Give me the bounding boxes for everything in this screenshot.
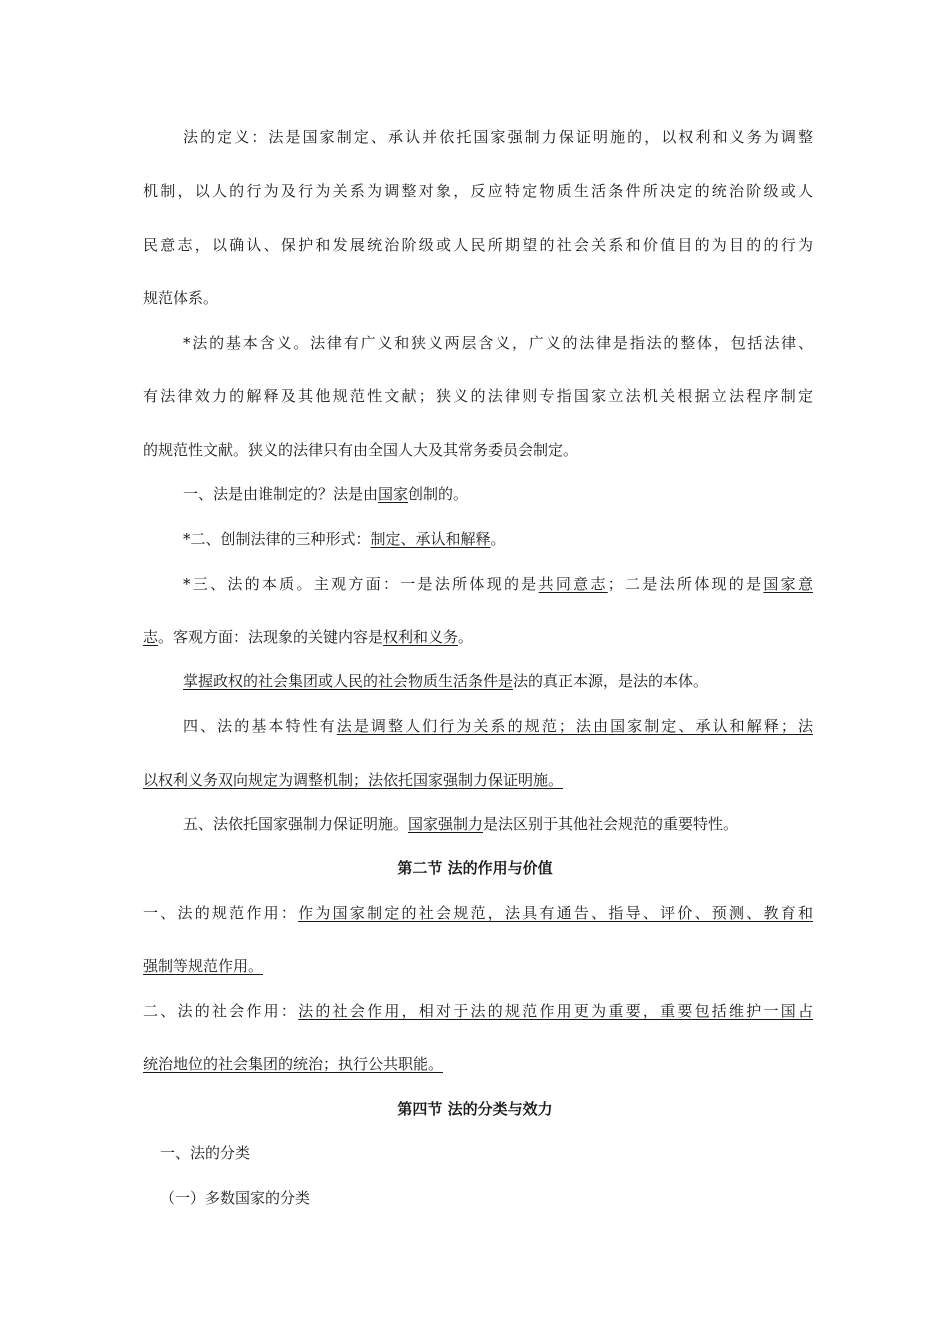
meaning-line-1: *法的基本含义。法律有广义和狭义两层含义，广义的法律是指法的整体，包括法律、 — [183, 334, 813, 352]
answer-underline: 作为国家制定的社会规范，法具有通告、指导、评价、预测、教育和 — [298, 904, 813, 922]
section-heading-2: 第二节 法的作用与价值 — [397, 859, 553, 877]
answer-underline: 统治地位的社会集团的统治；执行公共职能。 — [143, 1055, 444, 1073]
definition-line-4: 规范体系。 — [143, 289, 219, 307]
definition-line-2: 机制，以人的行为及行为关系为调整对象，反应特定物质生活条件所决定的统治阶级或人 — [143, 182, 813, 200]
answer-underline: 志 — [143, 628, 159, 646]
answer-underline: 国家强制力 — [408, 815, 484, 833]
answer-underline: 制定、承认和解释 — [370, 530, 491, 548]
answer-underline: 强制等规范作用。 — [143, 957, 264, 975]
question-4-line-1: 四、法的基本特性有法是调整人们行为关系的规范；法由国家制定、承认和解释；法 — [183, 717, 813, 735]
answer-underline: 掌握政权的社会集团或人民的社会物质生活条件是 — [183, 672, 514, 690]
social-function-line-1: 二、法的社会作用：法的社会作用，相对于法的规范作用更为重要，重要包括维护一国占 — [143, 1002, 813, 1020]
answer-underline: 以权利义务双向规定为调整机制；法依托国家强制力保证明施。 — [143, 771, 564, 789]
answer-underline: 国家意 — [763, 575, 813, 593]
answer-underline: 权利和义务 — [383, 628, 459, 646]
meaning-line-2: 有法律效力的解释及其他规范性文献；狭义的法律则专指国家立法机关根据立法程序制定 — [143, 387, 813, 405]
question-3-line-1: *三、法的本质。主观方面：一是法所体现的是共同意志；二是法所体现的是国家意 — [183, 575, 813, 593]
answer-underline: 共同意志 — [538, 575, 608, 593]
meaning-line-3: 的规范性文献。狭义的法律只有由全国人大及其常务委员会制定。 — [143, 441, 579, 459]
question-3-line-2: 志。客观方面：法现象的关键内容是权利和义务。 — [143, 628, 474, 646]
social-function-line-2 — [143, 1054, 813, 1074]
section-heading-4: 第四节 法的分类与效力 — [397, 1100, 553, 1118]
definition-line-1: 法的定义：法是国家制定、承认并依托国家强制力保证明施的，以权利和义务为调整 — [183, 128, 813, 146]
question-2: *二、创制法律的三种形式：制定、承认和解释。 — [183, 530, 506, 548]
question-1: 一、法是由谁制定的？法是由国家创制的。 — [183, 485, 469, 503]
classification-heading: 一、法的分类 — [160, 1144, 251, 1162]
question-5: 五、法依托国家强制力保证明施。国家强制力是法区别于其他社会规范的重要特性。 — [183, 815, 739, 833]
answer-underline: 法的社会作用，相对于法的规范作用更为重要，重要包括维护一国占 — [298, 1002, 813, 1020]
norm-function-line-1: 一、法的规范作用：作为国家制定的社会规范，法具有通告、指导、评价、预测、教育和 — [143, 904, 813, 922]
answer-underline: 法是调整人们行为关系的规范；法由国家制定、承认和解释；法 — [336, 717, 813, 735]
essence-source-line: 掌握政权的社会集团或人民的社会物质生活条件是法的真正本源，是法的本体。 — [183, 672, 709, 690]
question-4-line-2 — [143, 770, 813, 790]
norm-function-line-2 — [143, 956, 813, 976]
answer-underline: 国家 — [378, 485, 409, 503]
definition-line-3: 民意志，以确认、保护和发展统治阶级或人民所期望的社会关系和价值目的为目的的行为 — [143, 236, 813, 254]
classification-subheading: （一）多数国家的分类 — [160, 1189, 311, 1207]
